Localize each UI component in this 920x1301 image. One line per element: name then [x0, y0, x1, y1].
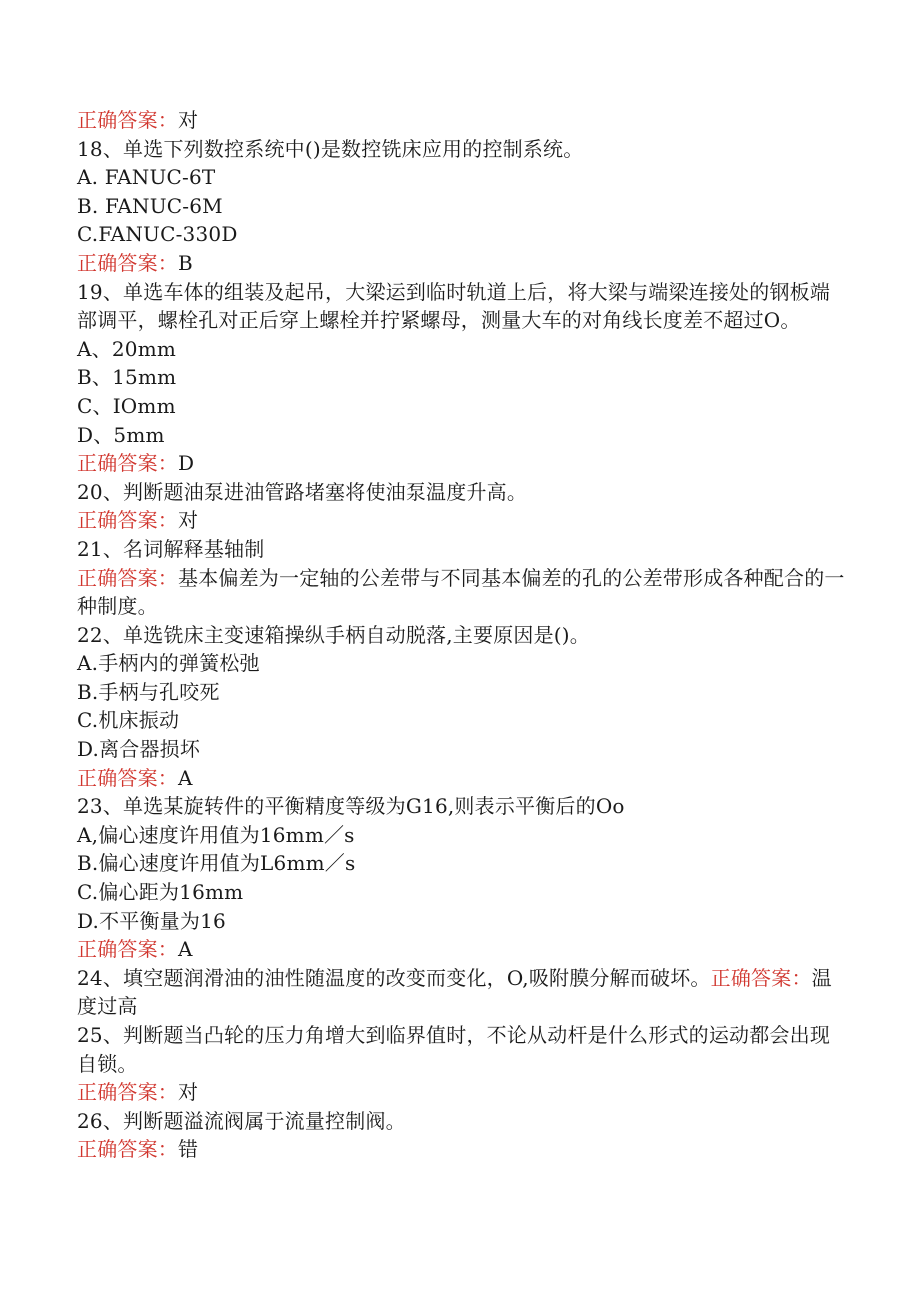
question-19: 19、单选车体的组装及起吊，大梁运到临时轨道上后，将大梁与端梁连接处的钢板端部调平，螺栓孔对正后穿上螺栓并拧紧螺母，测量大车的对角线长度差不超过O。 [77, 279, 831, 333]
option-18-a: A. FANUC-6T [77, 165, 216, 190]
question-26: 26、判断题溢流阀属于流量控制阀。 [77, 1108, 406, 1133]
question-20: 20、判断题油泵进油管路堵塞将使油泵温度升高。 [77, 479, 528, 504]
answer-value: A [178, 765, 193, 790]
question-21: 21、名词解释基轴制 [77, 536, 265, 561]
answer-label: 正确答案： [77, 565, 178, 590]
answer-label: 正确答案： [77, 451, 178, 476]
answer-value: A [178, 937, 193, 962]
answer-value: 对 [178, 1080, 199, 1105]
question-18: 18、单选下列数控系统中()是数控铣床应用的控制系统。 [77, 136, 584, 161]
option-23-d: D.不平衡量为16 [77, 908, 226, 933]
answer-label: 正确答案： [77, 765, 178, 790]
answer-line [77, 564, 847, 621]
answer-label: 正确答案： [77, 108, 178, 132]
answer-label: 正确答案： [77, 1137, 178, 1162]
answer-line [77, 449, 847, 478]
option-19-a: A、20mm [77, 336, 177, 361]
option-22-d: D.离合器损坏 [77, 737, 201, 762]
answer-line [77, 506, 847, 535]
question-list [77, 106, 847, 1164]
answer-value: 温度过高 [77, 965, 832, 1019]
question-24-text: 24、填空题润滑油的油性随温度的改变而变化，O,吸附膜分解而破坏。 [77, 965, 711, 990]
option-23-b: B.偏心速度许用值为L6mm／s [77, 851, 356, 876]
question-24 [77, 964, 847, 1021]
option-22-b: B.手柄与孔咬死 [77, 679, 220, 704]
answer-line [77, 1135, 847, 1164]
option-18-c: C.FANUC-330D [77, 222, 238, 247]
option-19-d: D、5mm [77, 422, 165, 447]
option-19-c: C、IOmm [77, 393, 176, 418]
answer-label: 正确答案： [77, 508, 178, 533]
question-22: 22、单选铣床主变速箱操纵手柄自动脱落,主要原因是()。 [77, 622, 591, 647]
answer-label: 正确答案： [77, 250, 178, 275]
answer-value: B [178, 250, 193, 275]
answer-line [77, 1078, 847, 1107]
option-23-a: A,偏心速度许用值为16mm／s [77, 822, 355, 847]
answer-value: 基本偏差为一定轴的公差带与不同基本偏差的孔的公差带形成各种配合的一种制度。 [77, 565, 845, 619]
answer-line [77, 249, 847, 278]
answer-value: 对 [178, 108, 199, 132]
question-25: 25、判断题当凸轮的压力角增大到临界值时，不论从动杆是什么形式的运动都会出现自锁。 [77, 1023, 831, 1076]
answer-label: 正确答案： [710, 965, 812, 990]
option-19-b: B、15mm [77, 365, 177, 390]
answer-line [77, 935, 847, 964]
option-22-a: A.手柄内的弹簧松弛 [77, 651, 260, 676]
answer-label: 正确答案： [77, 937, 178, 962]
answer-label: 正确答案： [77, 1080, 178, 1105]
answer-value: 错 [178, 1137, 199, 1162]
option-18-b: B. FANUC-6M [77, 193, 223, 218]
option-22-c: C.机床振动 [77, 708, 180, 733]
answer-value: 对 [178, 508, 199, 533]
answer-line [77, 106, 847, 135]
answer-line [77, 764, 847, 793]
answer-value: D [178, 451, 195, 476]
option-23-c: C.偏心距为16mm [77, 880, 244, 905]
question-23: 23、单选某旋转件的平衡精度等级为G16,则表示平衡后的Oo [77, 794, 625, 819]
